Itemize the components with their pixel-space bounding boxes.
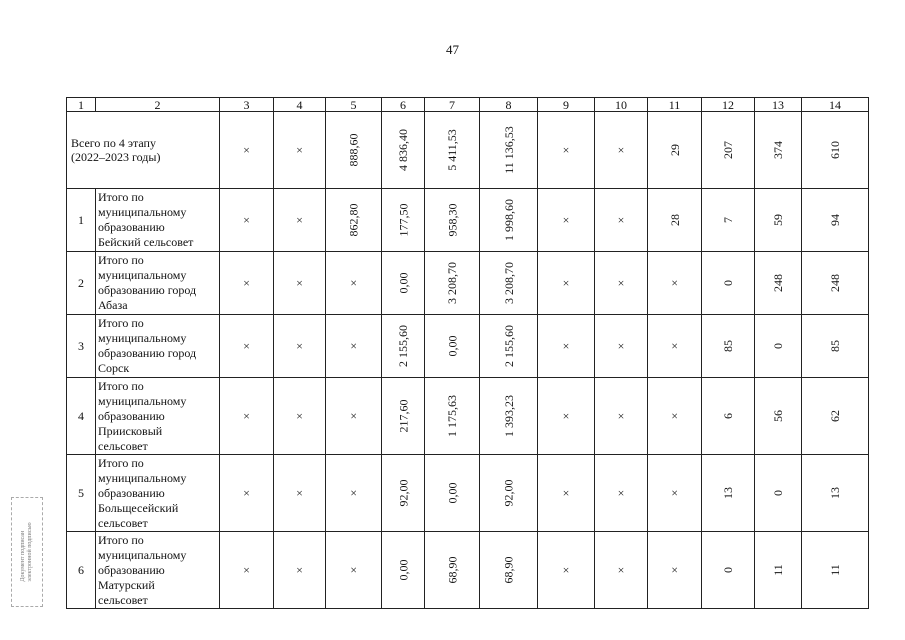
table-cell	[802, 455, 869, 532]
table-cell	[326, 315, 382, 378]
table-cell	[702, 112, 755, 189]
table-cell	[326, 532, 382, 609]
cell-value: 0	[771, 490, 785, 496]
municipality-name-line: Итого по	[98, 378, 144, 393]
cell-value: 6	[721, 413, 735, 419]
header-row	[67, 98, 869, 112]
municipality-name	[96, 378, 220, 455]
cell-value: 13	[828, 487, 842, 499]
municipality-name-line: Итого по	[98, 532, 144, 547]
table-cell	[382, 315, 425, 378]
table-cell	[480, 378, 538, 455]
cell-value: ×	[667, 279, 682, 287]
municipality-name-line: Больщесейский	[98, 500, 179, 515]
cell-value: ×	[296, 339, 303, 353]
table-cell	[220, 252, 274, 315]
municipality-name-line: муниципальному	[98, 393, 187, 408]
cell-value: 0	[721, 280, 735, 286]
cell-value: 92,00	[501, 479, 516, 507]
cell-value: 85	[828, 340, 842, 352]
table-cell	[648, 189, 702, 252]
cell-value: ×	[667, 412, 682, 420]
table-cell	[702, 455, 755, 532]
table-row	[67, 378, 869, 455]
municipality-name-line: муниципальному	[98, 268, 187, 282]
table-cell	[220, 112, 274, 189]
municipality-name	[96, 532, 220, 609]
cell-value: ×	[617, 213, 625, 227]
cell-value: 11 136,53	[501, 126, 516, 174]
municipality-name-line: Итого по	[98, 190, 144, 204]
cell-value: ×	[617, 339, 625, 353]
municipality-name-line: муниципальному	[98, 547, 187, 562]
cell-value: ×	[562, 563, 570, 577]
cell-value: ×	[562, 143, 570, 157]
municipality-name-line: образованию	[98, 485, 165, 500]
cell-value: 0,00	[396, 272, 410, 294]
cell-value: 1 175,63	[445, 395, 459, 437]
table-cell	[595, 532, 648, 609]
municipality-name-line: Бейский сельсовет	[98, 235, 194, 249]
cell-value: 888,60	[346, 133, 361, 167]
table-row	[67, 315, 869, 378]
table-cell	[755, 112, 802, 189]
municipality-name	[96, 315, 220, 378]
cell-value: ×	[617, 276, 625, 290]
table-cell	[220, 532, 274, 609]
cell-value: ×	[346, 279, 361, 287]
cell-value: ×	[243, 276, 250, 290]
municipality-name-line: муниципальному	[98, 470, 187, 485]
cell-value: 56	[771, 410, 785, 422]
stamp-line: электронной подписью	[27, 522, 33, 582]
table-cell	[326, 455, 382, 532]
table-cell	[220, 189, 274, 252]
table-cell	[538, 532, 595, 609]
municipality-name-line: Сорск	[98, 361, 130, 375]
total-label-line: (2022–2023 годы)	[71, 150, 161, 164]
table-cell	[382, 378, 425, 455]
table-cell	[802, 112, 869, 189]
table-cell	[702, 378, 755, 455]
municipality-name-line: муниципальному	[98, 331, 187, 345]
table-cell	[648, 252, 702, 315]
stamp-line: Документ подписан	[20, 530, 26, 582]
cell-value: ×	[667, 566, 682, 574]
table-cell	[425, 252, 480, 315]
cell-value: 958,30	[445, 203, 459, 237]
table-cell	[220, 315, 274, 378]
municipality-name-line: образованию город	[98, 346, 197, 360]
table-cell	[595, 455, 648, 532]
column-number: 9	[538, 98, 595, 112]
cell-value: ×	[243, 213, 250, 227]
cell-value: ×	[346, 342, 361, 350]
cell-value: 62	[828, 410, 842, 422]
cell-value: ×	[243, 563, 250, 577]
column-number: 11	[648, 98, 702, 112]
column-number: 14	[802, 98, 869, 112]
cell-value: 610	[828, 141, 842, 159]
cell-value: 3 208,70	[445, 262, 459, 304]
cell-value: 0,00	[396, 559, 410, 581]
cell-value: 2 155,60	[501, 325, 516, 367]
table-cell	[382, 189, 425, 252]
municipality-name	[96, 252, 220, 315]
table-cell	[425, 112, 480, 189]
municipality-name-line: Итого по	[98, 253, 144, 267]
row-number: 2	[67, 252, 96, 315]
table-cell	[274, 112, 326, 189]
cell-value: ×	[617, 409, 625, 423]
table-cell	[220, 378, 274, 455]
total-label	[67, 112, 220, 189]
column-number: 6	[382, 98, 425, 112]
cell-value: 177,50	[396, 203, 410, 237]
cell-value: ×	[346, 412, 361, 420]
table-cell	[702, 532, 755, 609]
cell-value: 11	[771, 564, 785, 576]
cell-value: 4 836,40	[396, 129, 410, 171]
municipality-name-line: муниципальному	[98, 205, 187, 219]
table-cell	[648, 112, 702, 189]
table-cell	[425, 455, 480, 532]
cell-value: 85	[721, 340, 735, 352]
row-number: 6	[67, 532, 96, 609]
table-cell	[480, 189, 538, 252]
cell-value: 0	[721, 567, 735, 573]
municipality-name-line: Итого по	[98, 455, 144, 470]
column-number: 4	[274, 98, 326, 112]
table-cell	[538, 455, 595, 532]
table-cell	[326, 112, 382, 189]
cell-value: 0,00	[445, 335, 459, 357]
municipality-name-line: Итого по	[98, 316, 144, 330]
cell-value: 68,90	[501, 556, 516, 584]
table-cell	[274, 532, 326, 609]
table-cell	[274, 315, 326, 378]
table-cell	[425, 532, 480, 609]
table-cell	[480, 112, 538, 189]
table-row	[67, 455, 869, 532]
cell-value: ×	[667, 489, 682, 497]
table-cell	[538, 252, 595, 315]
table-cell	[802, 252, 869, 315]
table-row	[67, 252, 869, 315]
table-cell	[702, 189, 755, 252]
table-cell	[648, 455, 702, 532]
table-cell	[755, 532, 802, 609]
table-cell	[802, 532, 869, 609]
cell-value: 1 998,60	[501, 199, 516, 241]
cell-value: ×	[617, 486, 625, 500]
municipality-name	[96, 189, 220, 252]
table-cell	[648, 378, 702, 455]
cell-value: ×	[243, 339, 250, 353]
column-number: 10	[595, 98, 648, 112]
municipality-name-line: Матурский	[98, 577, 155, 592]
table-cell	[382, 455, 425, 532]
municipality-name-line: сельсовет	[98, 438, 148, 453]
table-cell	[326, 189, 382, 252]
cell-value: ×	[346, 489, 361, 497]
cell-value: 7	[721, 217, 735, 223]
cell-value: ×	[296, 409, 303, 423]
data-table	[66, 97, 869, 609]
table-cell	[538, 189, 595, 252]
table-row	[67, 189, 869, 252]
municipality-rows	[67, 189, 869, 609]
cell-value: ×	[346, 566, 361, 574]
row-number: 5	[67, 455, 96, 532]
cell-value: 13	[721, 487, 735, 499]
cell-value: 5 411,53	[445, 129, 459, 171]
cell-value: ×	[296, 486, 303, 500]
column-number: 13	[755, 98, 802, 112]
table-cell	[595, 315, 648, 378]
table-cell	[595, 378, 648, 455]
cell-value: ×	[243, 143, 250, 157]
cell-value: ×	[562, 213, 570, 227]
table-cell	[648, 532, 702, 609]
table-cell	[538, 112, 595, 189]
cell-value: 0	[771, 343, 785, 349]
municipality-name-line: образованию город	[98, 283, 197, 297]
table-cell	[480, 532, 538, 609]
cell-value: ×	[617, 563, 625, 577]
cell-value: 59	[771, 214, 785, 226]
municipality-name-line: сельсовет	[98, 515, 148, 530]
municipality-name-line: образованию	[98, 220, 165, 234]
municipality-name-line: сельсовет	[98, 592, 148, 607]
table-cell	[802, 189, 869, 252]
table-cell	[802, 315, 869, 378]
table-cell	[702, 252, 755, 315]
table-cell	[425, 378, 480, 455]
cell-value: ×	[562, 409, 570, 423]
table-cell	[382, 532, 425, 609]
table-cell	[538, 378, 595, 455]
table-cell	[538, 315, 595, 378]
table-cell	[382, 252, 425, 315]
municipality-name-line: Абаза	[98, 298, 128, 312]
column-number: 7	[425, 98, 480, 112]
table-cell	[274, 378, 326, 455]
table-cell	[326, 252, 382, 315]
table-cell	[382, 112, 425, 189]
cell-value: 374	[771, 141, 785, 159]
table-row	[67, 532, 869, 609]
table-cell	[755, 189, 802, 252]
total-label-line: Всего по 4 этапу	[71, 136, 156, 150]
table-cell	[480, 252, 538, 315]
stamp-text	[20, 522, 34, 581]
table-cell	[595, 252, 648, 315]
table-cell	[755, 315, 802, 378]
cell-value: 248	[828, 274, 842, 292]
signature-stamp	[11, 497, 43, 607]
cell-value: ×	[296, 276, 303, 290]
table-cell	[648, 315, 702, 378]
cell-value: 862,80	[346, 203, 361, 237]
table-cell	[274, 252, 326, 315]
cell-value: 217,60	[396, 399, 410, 433]
row-number: 4	[67, 378, 96, 455]
cell-value: ×	[562, 276, 570, 290]
cell-value: 28	[667, 214, 682, 226]
row-number: 3	[67, 315, 96, 378]
cell-value: ×	[296, 143, 303, 157]
cell-value: 94	[828, 214, 842, 226]
table-cell	[755, 455, 802, 532]
row-number: 1	[67, 189, 96, 252]
column-number: 1	[67, 98, 96, 112]
cell-value: 11	[828, 564, 842, 576]
table-cell	[220, 455, 274, 532]
cell-value: 1 393,23	[501, 395, 516, 437]
cell-value: ×	[243, 409, 250, 423]
page-number: 47	[446, 42, 459, 57]
column-number: 3	[220, 98, 274, 112]
municipality-name-line: образованию	[98, 562, 165, 577]
table-cell	[480, 455, 538, 532]
column-number: 8	[480, 98, 538, 112]
table-cell	[802, 378, 869, 455]
table-cell	[755, 252, 802, 315]
cell-value: 3 208,70	[501, 262, 516, 304]
cell-value: ×	[667, 342, 682, 350]
table-cell	[480, 315, 538, 378]
table-cell	[326, 378, 382, 455]
cell-value: 248	[771, 274, 785, 292]
cell-value: ×	[296, 563, 303, 577]
cell-value: 207	[721, 141, 735, 159]
total-row	[67, 112, 869, 189]
cell-value: 68,90	[445, 556, 459, 584]
cell-value: 92,00	[396, 479, 410, 507]
table-cell	[702, 315, 755, 378]
table-cell	[274, 455, 326, 532]
municipality-name-line: Приисковый	[98, 423, 163, 438]
table-cell	[755, 378, 802, 455]
column-number: 12	[702, 98, 755, 112]
cell-value: ×	[562, 339, 570, 353]
column-number: 2	[96, 98, 220, 112]
cell-value: 29	[667, 144, 682, 156]
cell-value: 2 155,60	[396, 325, 410, 367]
cell-value: ×	[296, 213, 303, 227]
cell-value: ×	[243, 486, 250, 500]
table-cell	[425, 189, 480, 252]
table-cell	[595, 112, 648, 189]
cell-value: ×	[617, 143, 625, 157]
cell-value: 0,00	[445, 482, 459, 504]
table-cell	[595, 189, 648, 252]
municipality-name	[96, 455, 220, 532]
cell-value: ×	[562, 486, 570, 500]
municipality-name-line: образованию	[98, 408, 165, 423]
column-number: 5	[326, 98, 382, 112]
table-cell	[274, 189, 326, 252]
table-cell	[425, 315, 480, 378]
